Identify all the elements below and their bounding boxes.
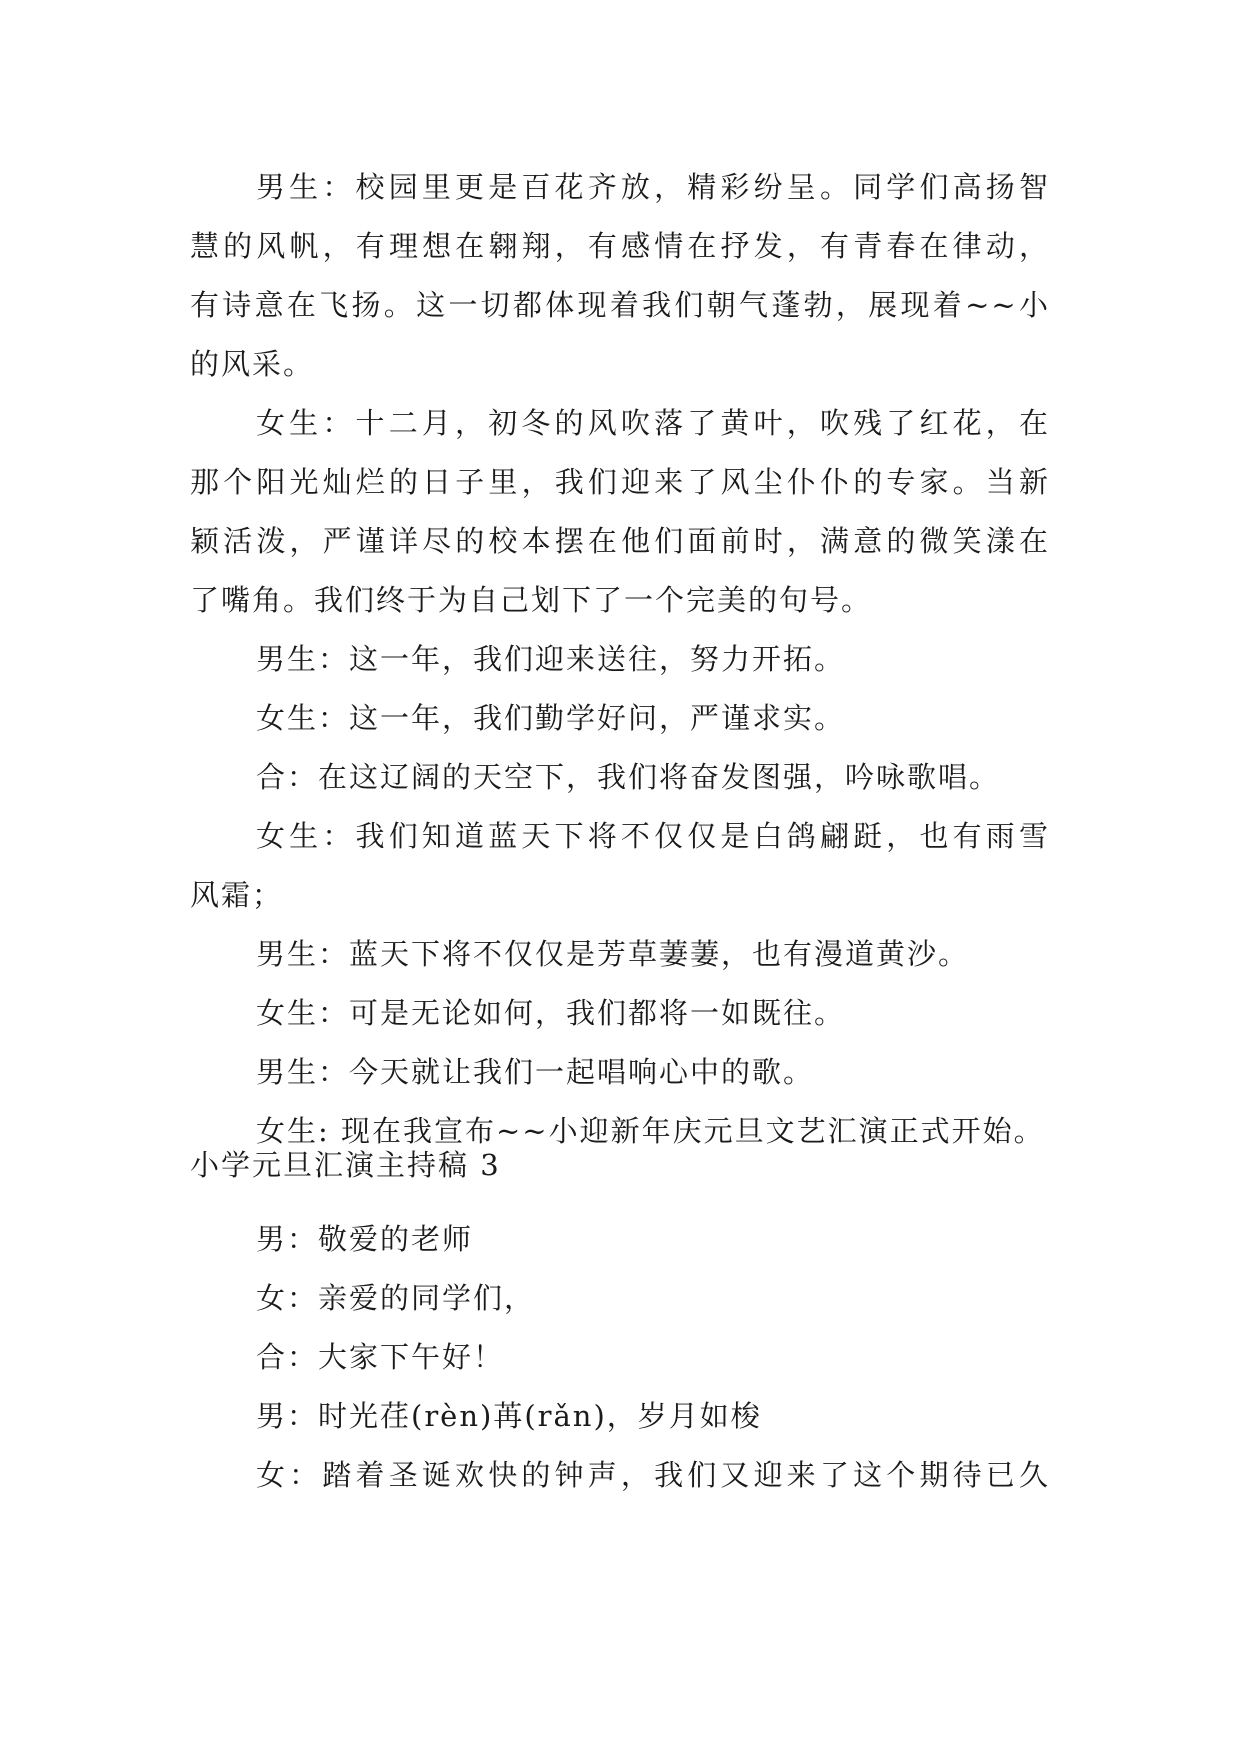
paragraph-line: 那个阳光灿烂的日子里，我们迎来了风尘仆仆的专家。当新 bbox=[190, 465, 1050, 499]
paragraph-line: 男生：今天就让我们一起唱响心中的歌。 bbox=[256, 1055, 815, 1089]
paragraph-line: 男：敬爱的老师 bbox=[256, 1222, 474, 1256]
script-text-block-1 bbox=[190, 158, 1050, 1161]
paragraph-line: 女：亲爱的同学们， bbox=[256, 1281, 536, 1315]
paragraph-line: 风霜； bbox=[190, 878, 284, 912]
paragraph-line: 男生：校园里更是百花齐放，精彩纷呈。同学们高扬智 bbox=[256, 170, 1050, 204]
paragraph-line: 男生：这一年，我们迎来送往，努力开拓。 bbox=[256, 642, 846, 676]
paragraph-line: 合：大家下午好！ bbox=[256, 1340, 505, 1374]
paragraph-line: 女生：这一年，我们勤学好问，严谨求实。 bbox=[256, 701, 846, 735]
paragraph-line: 的风采。 bbox=[190, 347, 315, 381]
paragraph-line: 女生：我们知道蓝天下将不仅仅是白鸽翩跹，也有雨雪 bbox=[256, 819, 1050, 853]
section-title: 小学元旦汇演主持稿 3 bbox=[190, 1148, 501, 1182]
paragraph-line: 有诗意在飞扬。这一切都体现着我们朝气蓬勃，展现着~~小 bbox=[190, 288, 1050, 322]
paragraph-line: 男：时光荏(rèn)苒(rǎn)，岁月如梭 bbox=[256, 1399, 762, 1433]
paragraph-line: 合：在这辽阔的天空下，我们将奋发图强，吟咏歌唱。 bbox=[256, 760, 1001, 794]
paragraph-line: 女生：可是无论如何，我们都将一如既往。 bbox=[256, 996, 846, 1030]
paragraph-line: 女生: 现在我宣布~~小迎新年庆元旦文艺汇演正式开始。 bbox=[256, 1114, 1045, 1148]
paragraph-line: 男生：蓝天下将不仅仅是芳草萋萋，也有漫道黄沙。 bbox=[256, 937, 970, 971]
paragraph-line: 颖活泼，严谨详尽的校本摆在他们面前时，满意的微笑漾在 bbox=[190, 524, 1050, 558]
script-text-block-2 bbox=[190, 1210, 1050, 1505]
paragraph-line: 慧的风帆，有理想在翱翔，有感情在抒发，有青春在律动， bbox=[190, 229, 1050, 263]
paragraph-line: 女生：十二月，初冬的风吹落了黄叶，吹残了红花，在 bbox=[256, 406, 1050, 440]
paragraph-line: 女：踏着圣诞欢快的钟声，我们又迎来了这个期待已久 bbox=[256, 1458, 1050, 1492]
paragraph-line: 了嘴角。我们终于为自己划下了一个完美的句号。 bbox=[190, 583, 873, 617]
